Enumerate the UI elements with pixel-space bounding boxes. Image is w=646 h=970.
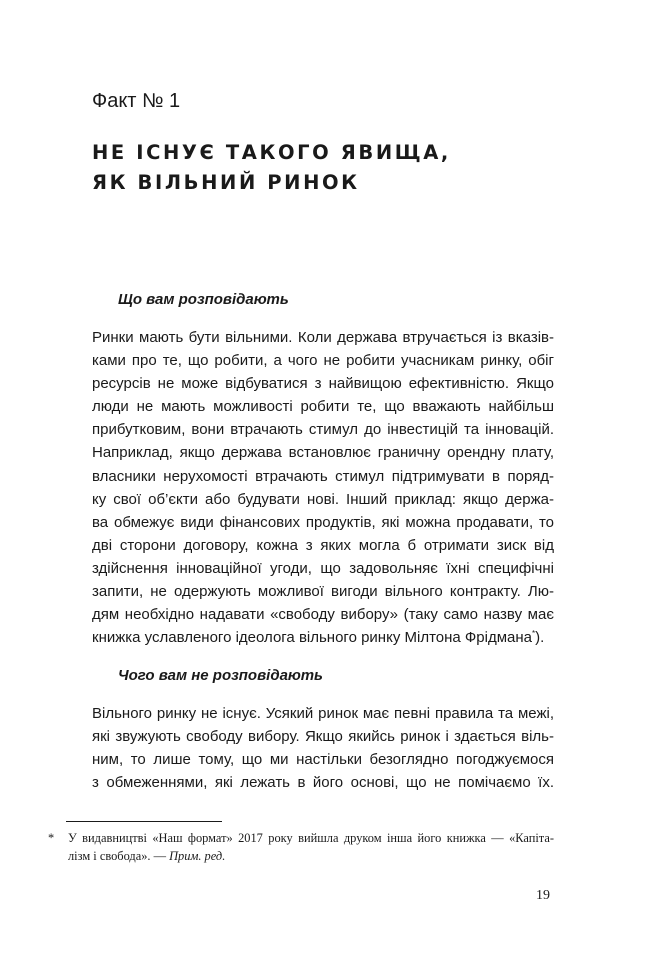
page-number: 19: [536, 888, 550, 903]
text-line: Вільного ринку не існує. Усякий ринок має певні правила та межі,: [92, 705, 554, 722]
text-line: Ринки мають бути вільними. Коли держава втручається із вказів-: [92, 329, 554, 346]
text-line: запити, не одержують можливої вигоди вільного контракту. Лю-: [92, 583, 554, 601]
text-line: ку свої об’єкти або будувати нові. Інший приклад: якщо держа-: [92, 490, 554, 508]
text-line-last: [92, 626, 554, 649]
text-line: ним, то лише тому, що ми настільки безоглядно погоджуємося: [92, 751, 554, 769]
text-line: Наприклад, якщо держава встановлює граничну орендну плату,: [92, 444, 554, 462]
text-line: з обмеженнями, які лежать в його основі, що не помічаємо їх.: [92, 774, 554, 792]
text-line: ками про те, що робити, а чого не робити учасникам ринку, обіг: [92, 352, 554, 370]
text-line: власники нерухомості втрачають стимул підтримувати в поряд-: [92, 467, 554, 485]
footnote-marker: *: [48, 831, 55, 845]
footnote-line: [68, 847, 554, 865]
chapter-title-line: ЯК ВІЛЬНИЙ РИНОК: [92, 171, 360, 194]
text-line: ресурсів не може відбуватися з найвищою ефективністю. Якщо: [92, 375, 554, 393]
section-heading-what-they-dont-tell: Чого вам не розповідають: [118, 667, 323, 684]
chapter-title-line: НЕ ІСНУЄ ТАКОГО ЯВИЩА,: [92, 141, 451, 164]
text-line: люди не мають можливості робити те, що вважають найбільш: [92, 398, 554, 416]
footnote-body: [68, 829, 554, 865]
footnote-text: лізм і свобода». —: [68, 849, 170, 863]
footnote-line: У видавництві «Наш формат» 2017 року вийшла друком інша його книжка — «Капіта-: [68, 831, 554, 845]
text-line: прибутковим, вони втрачають стимул до інвестицій та інновацій.: [92, 421, 554, 439]
text-line: здійснення інноваційної угоди, що задовольняє їхні специфічні: [92, 559, 554, 577]
chapter-title: [92, 138, 572, 198]
text-line: дві сторони договору, кожна з яких могла б отримати зиск від: [92, 536, 554, 554]
editor-note: Прим. ред.: [169, 849, 226, 863]
fact-label: Факт № 1: [92, 90, 181, 112]
text-line: ва обмежує види фінансових продуктів, які можна продавати, то: [92, 513, 554, 531]
footnote-reference[interactable]: *: [532, 629, 536, 639]
footnote-divider: [66, 821, 222, 822]
section-heading-what-they-tell: Що вам розповідають: [118, 291, 289, 308]
paragraph-what-they-dont-tell: [92, 702, 554, 794]
text-line: дям необхідно надавати «свободу вибору» (таку само назву має: [92, 606, 554, 624]
text-line: книжка уславленого ідеолога вільного ринку Мілтона Фрідмана: [92, 629, 533, 647]
paragraph-what-they-tell: [92, 326, 554, 649]
text-line: які звужують свободу вибору. Якщо якийсь ринок і здається віль-: [92, 728, 554, 746]
line-suffix: ).: [535, 629, 545, 647]
